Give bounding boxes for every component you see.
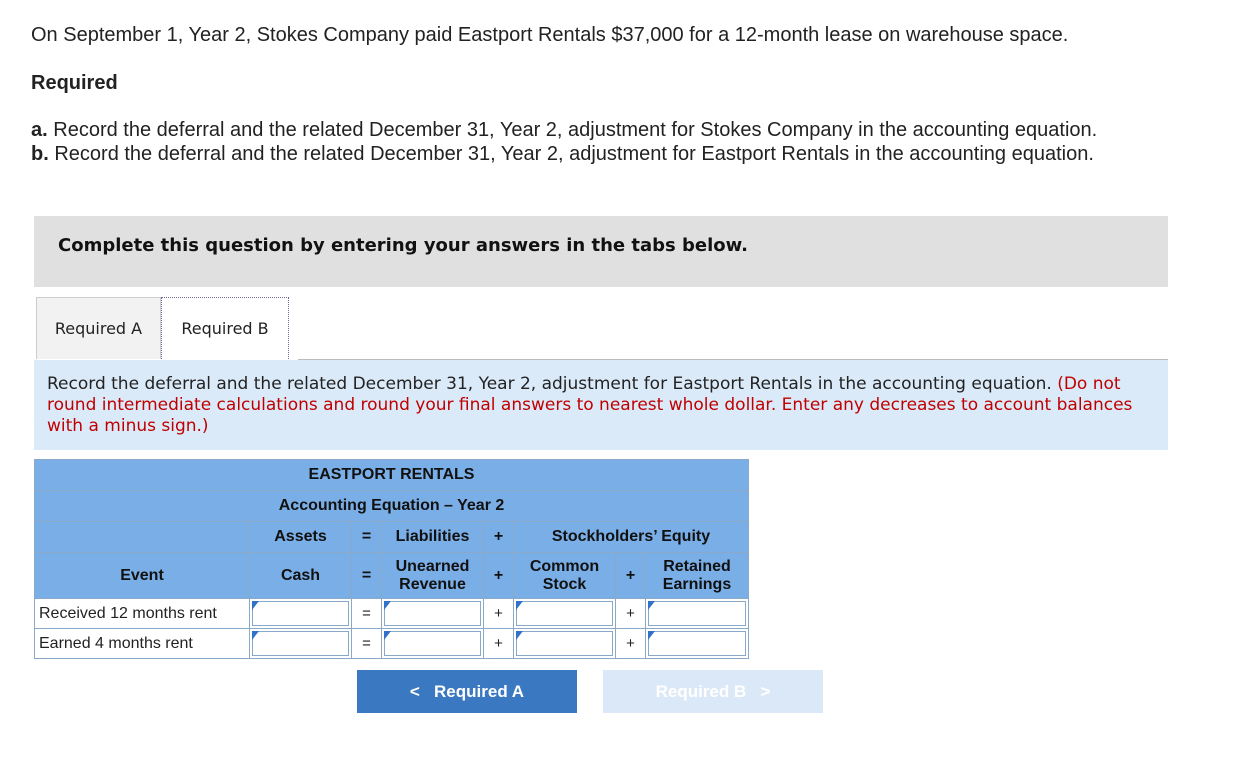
plus-sign: + xyxy=(616,629,646,659)
group-plus: + xyxy=(484,522,514,553)
cash-input[interactable] xyxy=(252,601,349,626)
tab-instruction xyxy=(34,360,1168,450)
common-stock-cell xyxy=(514,629,616,659)
instructions-banner xyxy=(34,216,1168,287)
col-cash: Cash xyxy=(250,553,352,599)
row-event-label: Received 12 months rent xyxy=(35,599,250,629)
col-plus-2: + xyxy=(616,553,646,599)
common-stock-cell xyxy=(514,599,616,629)
banner-text: Complete this question by entering your answers in the tabs below. xyxy=(58,235,748,256)
cash-cell xyxy=(250,629,352,659)
requirement-b-text: Record the deferral and the related December 31, Year 2, adjustment for Eastport Rentals in the accounting equation. xyxy=(54,143,1094,165)
table-title: EASTPORT RENTALS xyxy=(35,460,749,491)
requirement-b xyxy=(31,142,1097,166)
retained-earnings-cell xyxy=(646,599,749,629)
col-common-stock xyxy=(514,553,616,599)
col-unearned-revenue xyxy=(382,553,484,599)
group-liabilities: Liabilities xyxy=(382,522,484,553)
row-event-label: Earned 4 months rent xyxy=(35,629,250,659)
tab-required-a[interactable]: Required A xyxy=(36,297,161,359)
group-spacer xyxy=(35,522,250,553)
instruction-note: (Do not round intermediate calculations and round your final answers to nearest whole dollar. Enter any decreases to account balances with a minus sign.) xyxy=(47,374,1133,436)
retained-earnings-input[interactable] xyxy=(648,601,746,626)
accounting-equation-table xyxy=(34,459,749,659)
unearned-revenue-cell xyxy=(382,629,484,659)
col-equals: = xyxy=(352,553,382,599)
unearned-revenue-cell xyxy=(382,599,484,629)
equals-sign: = xyxy=(352,599,382,629)
col-retained-line2: Earnings xyxy=(662,575,732,593)
col-unearned-line2: Revenue xyxy=(399,575,466,593)
plus-sign: + xyxy=(616,599,646,629)
col-unearned-line1: Unearned xyxy=(395,557,470,575)
requirement-a-letter: a. xyxy=(31,119,48,141)
next-tab-button[interactable] xyxy=(603,670,823,713)
col-common-line1: Common xyxy=(529,557,600,575)
col-event: Event xyxy=(35,553,250,599)
problem-intro: On September 1, Year 2, Stokes Company paid Eastport Rentals $37,000 for a 12-month lease on warehouse space. xyxy=(31,24,1069,46)
col-plus-1: + xyxy=(484,553,514,599)
table-subtitle: Accounting Equation – Year 2 xyxy=(35,491,749,522)
common-stock-input[interactable] xyxy=(516,601,613,626)
required-heading: Required xyxy=(31,72,118,94)
chevron-right-icon: > xyxy=(760,681,771,701)
retained-earnings-input[interactable] xyxy=(648,631,746,656)
cash-input[interactable] xyxy=(252,631,349,656)
cash-cell xyxy=(250,599,352,629)
next-button-label: Required B xyxy=(655,681,747,701)
table-row xyxy=(35,599,749,629)
equals-sign: = xyxy=(352,629,382,659)
plus-sign: + xyxy=(484,629,514,659)
unearned-revenue-input[interactable] xyxy=(384,601,481,626)
group-assets: Assets xyxy=(250,522,352,553)
unearned-revenue-input[interactable] xyxy=(384,631,481,656)
group-equity: Stockholders’ Equity xyxy=(514,522,749,553)
common-stock-input[interactable] xyxy=(516,631,613,656)
col-retained-line1: Retained xyxy=(663,557,731,575)
previous-button-label: Required A xyxy=(434,681,525,701)
previous-tab-button[interactable] xyxy=(357,670,577,713)
requirements-list xyxy=(31,118,1097,166)
col-common-line2: Stock xyxy=(542,575,587,593)
col-retained-earnings xyxy=(646,553,749,599)
table-row xyxy=(35,629,749,659)
instruction-main: Record the deferral and the related December 31, Year 2, adjustment for Eastport Rentals in the accounting equation. xyxy=(47,374,1052,394)
requirement-a xyxy=(31,118,1097,142)
retained-earnings-cell xyxy=(646,629,749,659)
plus-sign: + xyxy=(484,599,514,629)
group-equals: = xyxy=(352,522,382,553)
tab-required-b[interactable]: Required B xyxy=(161,297,289,359)
chevron-left-icon: < xyxy=(409,681,420,701)
requirement-a-text: Record the deferral and the related December 31, Year 2, adjustment for Stokes Company in the accounting equation. xyxy=(53,119,1098,141)
requirement-b-letter: b. xyxy=(31,143,49,165)
